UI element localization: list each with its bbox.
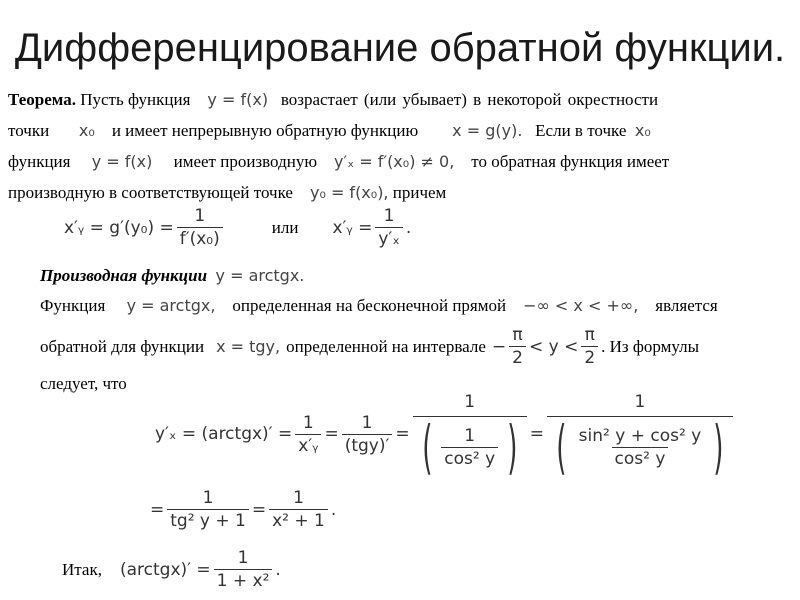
inner-c-num: 1: [464, 425, 476, 446]
formula1-lhs: x′ᵧ = g′(y₀) =: [64, 217, 174, 238]
theorem-text-4b: причем: [392, 183, 447, 202]
eq2-frac-a: [167, 488, 249, 531]
eq1-lhs: y′ₓ = (arctgx)′ =: [155, 424, 293, 444]
eq2-frac-b: [269, 488, 328, 531]
arctg-heading: [40, 266, 304, 286]
inner-frac-d: [576, 426, 705, 469]
eq1-frac-b-num: 1: [361, 412, 373, 433]
theorem-text-3b: имеет производную: [173, 152, 318, 171]
point-x0-2: x₀: [634, 121, 651, 140]
theorem-text-2b: и имеет непрерывную обратную функцию: [111, 121, 419, 140]
inner-d-den: cos² y: [612, 447, 669, 469]
formula2-den: y′ₓ: [375, 227, 402, 249]
result-num: 1: [237, 548, 249, 568]
eq1-frac-d-den: [547, 413, 733, 481]
theorem-line-4: [8, 183, 446, 203]
or-word: или: [271, 217, 299, 237]
eq1-frac-b-den: (tgy)′: [342, 434, 393, 456]
eq2-eq-0: =: [150, 499, 165, 520]
neg-pi-half: [509, 325, 526, 368]
eq1-frac-c-num: 1: [464, 392, 476, 412]
theorem-text-1b: возрастает (или убывает) в некоторой окрестности: [280, 90, 659, 109]
theorem-text-2c: Если в точке: [535, 121, 627, 140]
eq1-eq-3: =: [529, 424, 545, 444]
arctg-derivation-1: [155, 392, 736, 481]
theorem-text-1a: Пусть функция: [80, 90, 191, 109]
theorem-label: Теорема.: [8, 90, 76, 109]
eq2-frac-a-den: tg² y + 1: [167, 509, 249, 531]
left-paren: (: [421, 413, 433, 481]
func-y-fx: y = f(x): [207, 90, 269, 109]
inverse-func: x = g(y).: [452, 121, 523, 140]
pi-num-1: π: [512, 325, 523, 345]
two-den-1: 2: [509, 346, 526, 368]
itak-word: Итак,: [62, 559, 102, 579]
minus-sign: −: [491, 336, 507, 357]
result-den: 1 + x²: [214, 569, 273, 591]
formula1-den: f′(x₀): [177, 227, 223, 249]
arctg-heading-text: Производная функции: [40, 266, 208, 285]
pi-num-2: π: [584, 325, 595, 345]
real-line-range: −∞ < x < +∞,: [523, 296, 639, 315]
eq2-frac-a-num: 1: [202, 488, 214, 508]
func-y-fx-2: y = f(x): [91, 152, 153, 171]
derivative-cond: y′ₓ = f′(x₀) ≠ 0,: [334, 152, 455, 171]
two-den-2: 2: [581, 346, 598, 368]
eq2-eq-1: =: [251, 499, 267, 520]
eq1-frac-a-den: x′ᵧ: [295, 434, 321, 456]
arctg-line-3: следует, что: [40, 374, 127, 393]
eq1-frac-d-num: 1: [634, 392, 646, 412]
right-paren: ): [507, 413, 518, 481]
eq1-frac-a-num: 1: [302, 412, 314, 433]
inner-frac-c: [441, 426, 498, 469]
formula-inverse-derivative: [64, 206, 411, 249]
eq1-eq-2: =: [395, 424, 410, 444]
arctg-heading-math: y = arctgx.: [215, 266, 305, 285]
slide-title: Дифференцирование обратной функции.: [14, 26, 786, 70]
arctg-text-1b: определенная на бесконечной прямой: [232, 296, 507, 315]
arctg-text-2b: определенной на интервале: [286, 336, 486, 356]
formula1-fraction: [177, 206, 223, 249]
lt-y-lt: < y <: [528, 336, 579, 357]
theorem-text-2a: точки: [8, 121, 50, 140]
arctg-result: [62, 548, 281, 591]
inner-d-num: sin² y + cos² y: [578, 425, 702, 446]
point-y0: y₀ = f(x₀),: [309, 183, 389, 202]
arctg-text-1a: Функция: [40, 296, 106, 315]
theorem-line-1: [8, 90, 658, 110]
arctg-text-2c: . Из формулы: [601, 336, 700, 356]
inner-c-den: cos² y: [441, 447, 498, 469]
eq1-frac-c-den: [413, 413, 527, 481]
eq1-frac-d: [547, 392, 733, 481]
right-paren-2: ): [713, 413, 724, 481]
eq2-dot: .: [330, 499, 337, 520]
eq2-frac-b-den: x² + 1: [269, 509, 328, 531]
result-fraction: [214, 548, 273, 591]
point-x0: x₀: [78, 121, 95, 140]
theorem-text-4a: производную в соответствующей точке: [8, 183, 293, 202]
pi-half: [581, 325, 598, 368]
eq1-frac-a: [295, 413, 321, 456]
result-dot: .: [275, 559, 281, 580]
result-lhs: (arctgx)′ =: [119, 559, 211, 580]
arctg-text-2a: обратной для функции: [40, 336, 205, 356]
formula2-fraction: [375, 206, 402, 249]
eq2-frac-b-num: 1: [293, 488, 304, 508]
formula2-num: 1: [383, 206, 395, 226]
arctg-line-2: [40, 325, 699, 368]
formula2-dot: .: [405, 217, 412, 238]
formula2-lhs: x′ᵧ =: [332, 217, 373, 238]
theorem-text-3a: функция: [8, 152, 71, 171]
formula1-num: 1: [194, 206, 206, 226]
tg-func: x = tgy,: [216, 337, 281, 356]
theorem-line-3: [8, 152, 669, 172]
theorem-line-2: [8, 121, 651, 141]
arctg-text-1c: является: [655, 296, 718, 315]
theorem-text-3c: то обратная функция имеет: [471, 152, 670, 171]
eq1-frac-b: [342, 413, 393, 456]
left-paren-2: (: [556, 413, 567, 481]
arctg-derivation-2: [150, 488, 336, 531]
eq1-frac-c: [413, 392, 527, 481]
arctg-func: y = arctgx,: [126, 296, 216, 315]
eq1-eq-1: =: [324, 424, 339, 444]
arctg-line-1: [40, 296, 718, 316]
